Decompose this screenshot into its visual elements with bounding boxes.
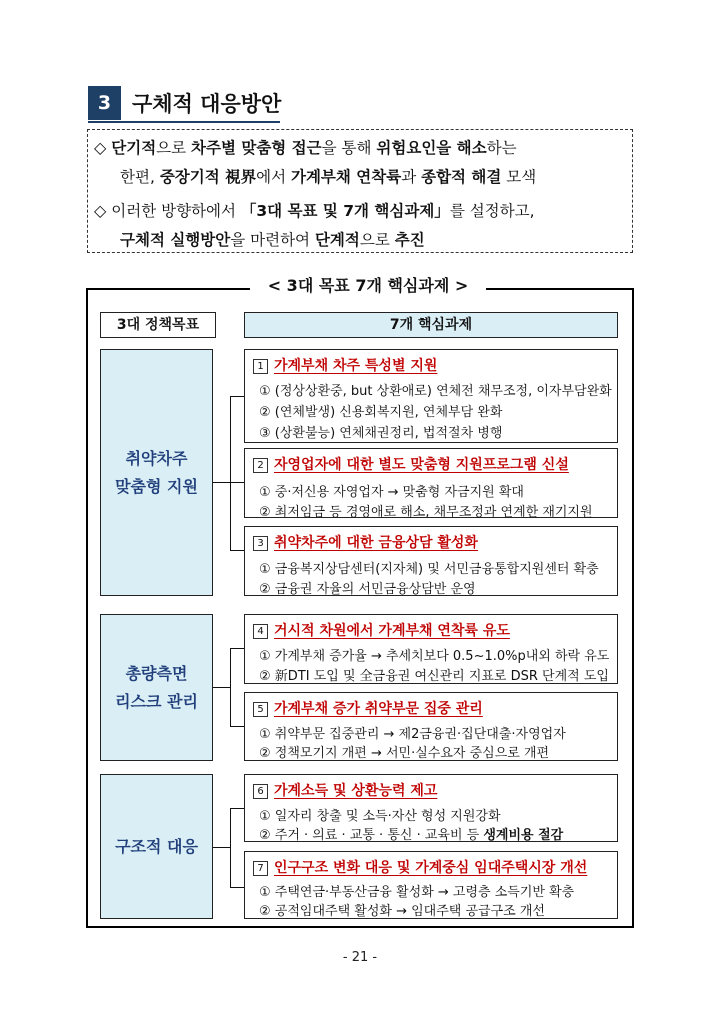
task-box-7 — [244, 851, 618, 919]
summary-text: 에서 — [256, 168, 291, 186]
connector — [230, 726, 244, 727]
summary-text: 차주별 맞춤형 접근 — [191, 139, 322, 157]
task-number: 6 — [253, 784, 268, 799]
task-box-2 — [244, 448, 618, 518]
diamond-bullet-icon: ◇ — [94, 201, 107, 220]
summary-text: 을 마련하여 — [230, 231, 315, 249]
task-number: 1 — [253, 359, 268, 374]
summary-text: 모색 — [501, 168, 537, 186]
task-item: ① 가계부채 증가율 → 추세치보다 0.5~1.0%p내외 하락 유도 — [259, 649, 610, 664]
task-number: 2 — [253, 458, 268, 473]
task-item-text: ② 주거 · 의료 · 교통 · 통신 · 교육비 등 — [259, 828, 484, 843]
summary-text: 종합적 해결 — [421, 168, 502, 186]
task-title-text: 가계소득 및 상환능력 제고 — [274, 783, 438, 799]
goals-header: 3대 정책목표 — [100, 312, 216, 338]
goal-box-aggregate-risk — [100, 614, 213, 761]
section-number: 3 — [88, 86, 121, 120]
connector — [230, 808, 244, 809]
goal-label: 리스크 관리 — [115, 691, 198, 711]
summary-text: 중장기적 視界 — [159, 168, 257, 186]
summary-box — [87, 129, 633, 253]
summary-text: 추진 — [394, 231, 425, 249]
connector — [230, 396, 231, 550]
diagram-title: < 3대 목표 7개 핵심과제 > — [250, 274, 486, 298]
summary-text: 으로 — [359, 231, 395, 249]
task-box-3 — [244, 526, 618, 596]
task-title — [253, 698, 483, 718]
summary-text: 구체적 실행방안 — [120, 231, 231, 249]
task-item: ② 정책모기지 개편 → 서민·실수요자 중심으로 개편 — [259, 746, 550, 761]
task-title — [253, 620, 510, 640]
task-item-emphasis: 생계비용 절감 — [483, 828, 564, 843]
summary-text: 으로 — [156, 139, 192, 157]
task-title-text: 취약차주에 대한 금융상담 활성화 — [274, 535, 478, 551]
connector — [230, 482, 244, 483]
summary-text: 하는 — [486, 139, 517, 157]
task-item: ② 新DTI 도입 및 全금융권 여신관리 지표로 DSR 단계적 도입 — [259, 669, 609, 684]
task-number: 4 — [253, 624, 268, 639]
goal-label: 맞춤형 지원 — [115, 476, 198, 496]
task-title — [253, 780, 437, 800]
summary-text: 「3대 목표 및 7개 핵심과제」 — [240, 202, 450, 220]
task-title-text: 거시적 차원에서 가계부채 연착륙 유도 — [274, 623, 510, 639]
summary-text: 한편, — [120, 168, 160, 186]
task-title — [253, 857, 587, 877]
summary-text: 위험요인을 해소 — [376, 139, 487, 157]
summary-text: 이러한 방향하에서 — [111, 202, 241, 220]
task-title — [253, 532, 478, 552]
task-item: ② 금융권 자율의 서민금융상담반 운영 — [259, 582, 476, 597]
task-item: ① (정상상환중, but 상환애로) 연체전 채무조정, 이자부담완화 — [259, 384, 612, 399]
task-item: ② (연체발생) 신용회복지원, 연체부담 완화 — [259, 405, 503, 420]
diamond-bullet-icon: ◇ — [94, 138, 107, 157]
task-item: ① 금융복지상담센터(지자체) 및 서민금융통합지원센터 확충 — [259, 562, 599, 577]
task-title — [253, 355, 437, 375]
task-title-text: 인구구조 변화 대응 및 가계중심 임대주택시장 개선 — [274, 860, 588, 876]
task-title-text: 가계부채 증가 취약부문 집중 관리 — [274, 701, 483, 717]
goal-label: 총량측면 — [125, 663, 188, 683]
section-underline — [88, 121, 280, 123]
task-number: 5 — [253, 702, 268, 717]
task-item: ② 최저임금 등 경영애로 해소, 채무조정과 연계한 재기지원 — [259, 505, 593, 520]
summary-text: 과 — [401, 168, 422, 186]
connector — [213, 687, 230, 688]
goal-box-structural — [100, 774, 213, 919]
task-title-text: 가계부채 차주 특성별 지원 — [274, 358, 438, 374]
connector — [213, 847, 230, 848]
task-item: ① 중·저신용 자영업자 → 맞춤형 자금지원 확대 — [259, 485, 524, 500]
summary-text: 가계부채 연착륙 — [290, 168, 402, 186]
task-item: ① 일자리 창출 및 소득·자산 형성 지원강화 — [259, 809, 501, 824]
summary-line-2 — [120, 165, 536, 187]
task-item: ② 공적임대주택 활성화 → 임대주택 공급구조 개선 — [259, 904, 545, 919]
page-number: - 21 - — [342, 950, 378, 965]
task-item: ① 취약부문 집중관리 → 제2금융권·집단대출·자영업자 — [259, 727, 566, 742]
section-title: 구체적 대응방안 — [132, 92, 282, 116]
goal-box-vulnerable-borrowers — [100, 349, 213, 596]
connector — [230, 648, 244, 649]
task-item: ③ (상환불능) 연체채권정리, 법적절차 병행 — [259, 426, 503, 441]
summary-text: 을 통해 — [321, 139, 377, 157]
summary-line-4 — [120, 228, 425, 250]
connector — [230, 887, 244, 888]
summary-text: 단계적 — [314, 231, 360, 249]
connector — [230, 550, 244, 551]
summary-line-1 — [94, 136, 517, 158]
task-box-1 — [244, 349, 618, 443]
tasks-header: 7개 핵심과제 — [244, 312, 618, 338]
summary-text: 단기적 — [111, 139, 157, 157]
summary-text: 를 설정하고, — [449, 202, 535, 220]
task-box-4 — [244, 614, 618, 684]
task-item — [259, 824, 563, 843]
goal-label: 구조적 대응 — [115, 836, 198, 856]
task-title — [253, 454, 569, 474]
task-box-6 — [244, 774, 618, 842]
task-title-text: 자영업자에 대한 별도 맞춤형 지원프로그램 신설 — [274, 457, 569, 473]
goal-label: 취약차주 — [125, 448, 188, 468]
task-number: 7 — [253, 861, 268, 876]
task-item: ① 주택연금·부동산금융 활성화 → 고령층 소득기반 확충 — [259, 885, 575, 900]
summary-line-3 — [94, 199, 535, 221]
connector — [213, 482, 230, 483]
connector — [230, 648, 231, 726]
task-number: 3 — [253, 536, 268, 551]
connector — [230, 396, 244, 397]
task-box-5 — [244, 692, 618, 761]
connector — [230, 808, 231, 887]
